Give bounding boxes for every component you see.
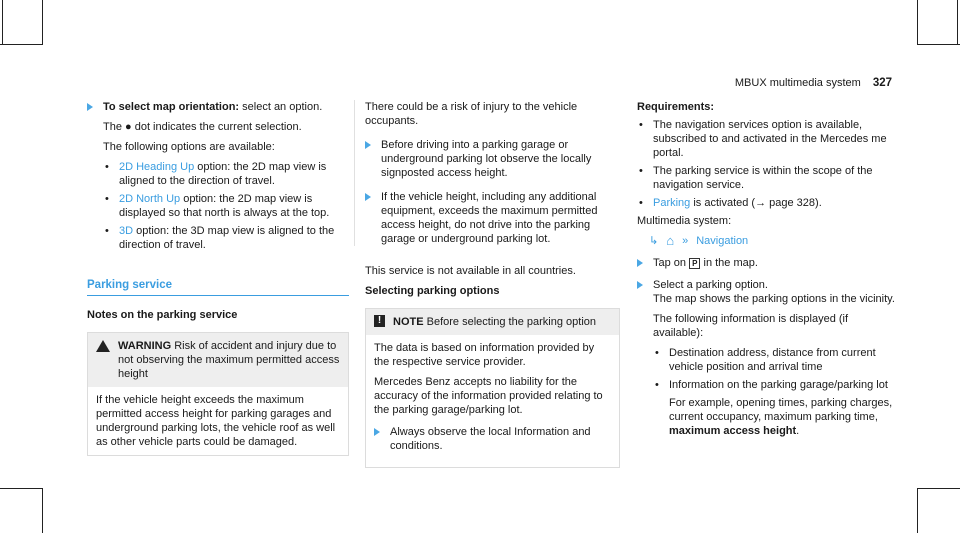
column-1: [87, 100, 349, 456]
step-map-orientation: To select map orientation: select an option. The ● dot indicates the current selection. The following options are available: • 2D Heading Up option: the 2D map view is aligned to the direction of travel. • 2D North Up option: the 2D map view is displayed so that north is always at the top. • 3D option: the 3D map view is aligned to the direction of travel.: [87, 100, 349, 256]
crop-mark: [917, 44, 960, 45]
step: Tap on P in the map.: [637, 256, 895, 270]
multimedia-label: Multimedia system:: [637, 215, 732, 227]
warning-body: If the vehicle height exceeds the maximum permitted access height for parking garages and underground parking lots, the vehicle roof as well as other vehicle parts could be damaged.: [96, 394, 336, 448]
page-header: [735, 76, 892, 90]
info-list: [653, 346, 895, 392]
crop-mark: [917, 488, 918, 533]
list-item: • Information on the parking garage/parking lot: [655, 379, 888, 391]
navigation-link[interactable]: Navigation: [696, 235, 749, 247]
requirements-list: [637, 118, 895, 210]
step: Select a parking option. The map shows the parking options in the vicinity. The following information is displayed (if available): • Destination address, distance from current vehicle position and arrival time • Information on the parking garage/parking lot For example, opening times, parking charges, current occupancy, maximum parking time, maximum access height.: [637, 278, 895, 444]
option-link[interactable]: 3D: [119, 225, 134, 237]
risk-text: There could be a risk of injury to the vehicle occupants.: [365, 101, 578, 127]
list-item: • The navigation services option is available, subscribed to and activated in the Mercedes me portal.: [639, 119, 887, 159]
path-chevron-icon: »: [682, 235, 689, 247]
crop-mark: [917, 488, 960, 489]
step: Always observe the local Information and conditions.: [374, 425, 611, 453]
section-title: Parking service: [87, 278, 349, 296]
subheading: Selecting parking options: [365, 285, 500, 297]
step-arrow-icon: [637, 259, 643, 267]
list-item: • 2D North Up option: the 2D map view is displayed so that north is always at the top.: [105, 193, 330, 219]
crop-mark: [2, 0, 3, 45]
crop-mark: [957, 0, 958, 45]
path-arrow-icon: ↳: [649, 235, 659, 247]
list-item: • Parking is activated (→ page 328).: [639, 197, 822, 209]
step-arrow-icon: [637, 281, 643, 289]
header-title: MBUX multimedia system: [734, 77, 861, 89]
crop-mark: [0, 488, 43, 489]
step-arrow-icon: [365, 193, 371, 201]
step: If the vehicle height, including any additional equipment, exceeds the maximum permitted access height, do not drive into the parking garage or underground parking lot.: [365, 190, 620, 246]
note-label: NOTE: [393, 316, 424, 328]
step-arrow-icon: [374, 428, 380, 436]
parking-p-icon: P: [689, 258, 700, 269]
crop-mark: [0, 44, 43, 45]
crop-mark: [917, 0, 918, 45]
dot-line: The ● dot indicates the current selection.: [103, 121, 302, 133]
step: Before driving into a parking garage or underground parking lot observe the locally signposted access height.: [365, 138, 620, 180]
page-number: 327: [872, 77, 892, 89]
list-item: • Destination address, distance from current vehicle position and arrival time: [655, 347, 876, 373]
parking-link[interactable]: Parking: [653, 197, 691, 209]
home-icon: ⌂: [666, 233, 675, 248]
warning-triangle-icon: [96, 340, 110, 352]
option-link[interactable]: 2D Heading Up: [119, 161, 195, 173]
note-exclamation-icon: !: [374, 315, 385, 327]
step-label: To select map orientation:: [103, 101, 240, 113]
list-item: • 3D option: the 3D map view is aligned to the direction of travel.: [105, 225, 335, 251]
step-arrow-icon: [87, 103, 93, 111]
list-item: • 2D Heading Up option: the 2D map view is aligned to the direction of travel.: [105, 161, 327, 187]
menu-path: [649, 234, 895, 248]
option-link[interactable]: 2D North Up: [119, 193, 181, 205]
crop-mark: [42, 0, 43, 45]
crop-mark: [42, 488, 43, 533]
note-box: ! NOTE Before selecting the parking option The data is based on information provided by the respective service provider. Mercedes Benz accepts no liability for the accuracy of the information provided relating to the parking garage/parking lot. Always observe the local Information and conditions.: [365, 308, 620, 468]
list-item: • The parking service is within the scope of the navigation service.: [639, 165, 873, 191]
requirements-heading: Requirements:: [637, 101, 715, 113]
orientation-options: [103, 160, 349, 252]
warning-label: WARNING: [118, 340, 172, 352]
availability-text: This service is not available in all countries.: [365, 265, 576, 277]
subheading: Notes on the parking service: [87, 309, 238, 321]
column-3: [637, 100, 895, 452]
options-intro: The following options are available:: [103, 141, 275, 153]
warning-box: WARNING Risk of accident and injury due to not observing the maximum permitted access height If the vehicle height exceeds the maximum permitted access height for parking garages and underground parking lots, the vehicle roof as well as other vehicle parts could be damaged.: [87, 332, 349, 456]
step-arrow-icon: [365, 141, 371, 149]
column-2: [365, 100, 620, 468]
